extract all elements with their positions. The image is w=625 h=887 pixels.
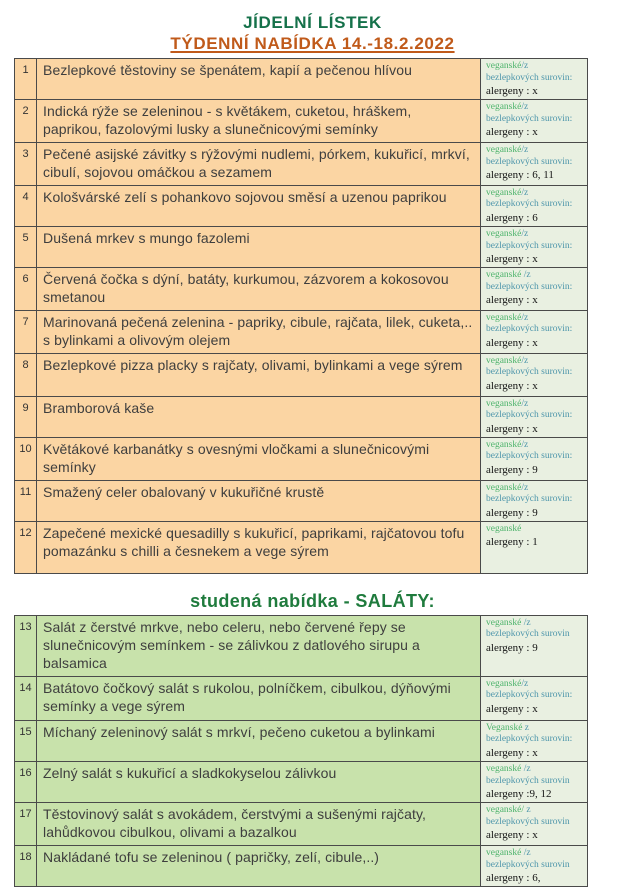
vegan-label: veganské (486, 144, 522, 155)
menu-row (15, 677, 587, 721)
diet-info-cell (481, 143, 587, 185)
diet-labels (486, 399, 583, 422)
allergens-label: alergeny : x (486, 294, 538, 307)
dish-number: 12 (15, 522, 37, 573)
vegan-label: veganské (486, 312, 522, 323)
dish-number: 16 (15, 762, 37, 802)
menu-row (15, 186, 587, 227)
diet-info-cell (481, 803, 587, 845)
allergens-label: alergeny : 6 (486, 211, 538, 224)
dish-number: 17 (15, 803, 37, 845)
menu-row (15, 397, 587, 438)
diet-info-cell (481, 438, 587, 480)
menu-row (15, 762, 587, 803)
vegan-label: veganské (486, 482, 522, 493)
diet-info-cell (481, 268, 587, 310)
dish-description: Batátovo čočkový salát s rukolou, polníčkem, cibulkou, dýňovými semínky a vege sýrem (37, 677, 481, 720)
allergens-label: alergeny : 6, (486, 872, 541, 885)
allergens-label: alergeny :9, 12 (486, 788, 552, 801)
diet-labels (486, 356, 583, 379)
dish-number: 4 (15, 186, 37, 226)
allergens-label: alergeny : 1 (486, 536, 538, 549)
diet-info-cell (481, 397, 587, 437)
dish-description: Zelný salát s kukuřicí a sladkokyselou zálivkou (37, 762, 481, 802)
diet-labels (486, 805, 583, 828)
allergens-label: alergeny : 9 (486, 464, 538, 477)
allergens-label: alergeny : x (486, 126, 538, 139)
vegan-label: veganské (486, 764, 524, 774)
glutenfree-label: /z bezlepkových surovin: (486, 270, 573, 292)
dish-description: Bezlepkové pizza placky s rajčaty, olivami, bylinkami a vege sýrem (37, 354, 481, 396)
diet-info-cell (481, 846, 587, 886)
dish-number: 9 (15, 397, 37, 437)
dish-description: Indická rýže se zeleninou - s květákem, cuketou, hráškem, paprikou, fazolovými lusky a slunečnicovými semínky (37, 100, 481, 142)
glutenfree-label: /z bezlepkových surovin: (486, 439, 573, 462)
menu-row (15, 227, 587, 268)
menu-row (15, 59, 587, 100)
dish-number: 6 (15, 268, 37, 310)
vegan-label: veganské (486, 61, 522, 71)
vegan-label: veganské (486, 228, 522, 239)
allergens-label: alergeny : x (486, 703, 538, 715)
dish-number: 11 (15, 481, 37, 521)
diet-info-cell (481, 186, 587, 226)
menu-row (15, 522, 587, 573)
dish-number: 1 (15, 59, 37, 99)
diet-labels (486, 145, 583, 168)
dish-description: Pečené asijské závitky s rýžovými nudlemi, pórkem, kukuřicí, mrkví, cibulí, sojovou omáčkou a sezamem (37, 143, 481, 185)
dish-number: 5 (15, 227, 37, 267)
diet-info-cell (481, 721, 587, 761)
diet-info-cell (481, 354, 587, 396)
glutenfree-label: /z bezlepkových surovin: (486, 398, 573, 421)
diet-info-cell (481, 481, 587, 521)
diet-labels (486, 618, 583, 641)
allergens-label: alergeny : x (486, 829, 538, 842)
salads-table (14, 615, 588, 887)
menu-row (15, 481, 587, 522)
allergens-label: alergeny : x (486, 85, 538, 98)
allergens-label: alergeny : 6, 11 (486, 169, 554, 182)
diet-labels (486, 524, 583, 536)
dish-number: 7 (15, 311, 37, 353)
diet-labels (486, 188, 583, 211)
diet-info-cell (481, 522, 587, 573)
diet-info-cell (481, 311, 587, 353)
dish-description: Smažený celer obalovaný v kukuřičné krustě (37, 481, 481, 521)
dish-number: 15 (15, 721, 37, 761)
diet-labels (486, 848, 583, 871)
dish-description: Míchaný zeleninový salát s mrkví, pečeno cuketou a bylinkami (37, 721, 481, 761)
dish-number: 8 (15, 354, 37, 396)
dish-number: 14 (15, 677, 37, 720)
diet-labels (486, 483, 583, 506)
diet-labels (486, 764, 583, 787)
dish-description: Kološvárské zelí s pohankovo sojovou směsí a uzenou paprikou (37, 186, 481, 226)
vegan-label: veganské (486, 847, 524, 858)
diet-labels (486, 679, 583, 702)
diet-labels (486, 723, 583, 746)
menu-row (15, 846, 587, 886)
dish-number: 2 (15, 100, 37, 142)
dish-description: Salát z čerstvé mrkve, nebo celeru, nebo červené řepy se slunečnicovým semínkem - se zálivkou z datlového sirupu a balsamica (37, 616, 481, 676)
diet-info-cell (481, 677, 587, 720)
menu-row (15, 803, 587, 846)
diet-labels (486, 102, 583, 125)
page-header (0, 0, 625, 54)
diet-info-cell (481, 762, 587, 802)
allergens-label: alergeny : x (486, 747, 538, 759)
diet-info-cell (481, 616, 587, 676)
vegan-label: veganské (486, 439, 522, 450)
diet-labels (486, 229, 583, 252)
diet-labels (486, 270, 583, 293)
menu-row (15, 100, 587, 143)
menu-row (15, 438, 587, 481)
allergens-label: alergeny : x (486, 379, 538, 392)
dish-number: 3 (15, 143, 37, 185)
dish-description: Bezlepkové těstoviny se špenátem, kapií a pečenou hlívou (37, 59, 481, 99)
vegan-label: veganské (486, 678, 522, 689)
glutenfree-label: /z bezlepkových surovin (486, 847, 570, 870)
vegan-label: veganské/ (486, 805, 527, 816)
vegan-label: veganské (486, 617, 524, 628)
glutenfree-label: /z bezlepkových surovin: (486, 144, 573, 167)
dish-description: Nakládané tofu se zeleninou ( papričky, zelí, cibule,..) (37, 846, 481, 886)
glutenfree-label: /z bezlepkových surovin: (486, 61, 573, 83)
dish-number: 10 (15, 438, 37, 480)
dish-number: 18 (15, 846, 37, 886)
diet-labels (486, 313, 583, 336)
allergens-label: alergeny : x (486, 337, 538, 350)
glutenfree-label: /z bezlepkových surovin: (486, 187, 573, 210)
allergens-label: alergeny : 9 (486, 642, 538, 654)
vegan-label: veganské (486, 102, 522, 113)
vegan-label: veganské (486, 187, 522, 198)
allergens-label: alergeny : x (486, 422, 538, 435)
page-title: JÍDELNÍ LÍSTEK (243, 13, 382, 32)
vegan-label: veganské (486, 270, 524, 281)
glutenfree-label: /z bezlepkových surovin: (486, 312, 573, 335)
menu-row (15, 616, 587, 677)
menu-row (15, 354, 587, 397)
menu-row (15, 268, 587, 311)
dish-number: 13 (15, 616, 37, 676)
vegan-label: veganské (486, 355, 522, 366)
glutenfree-label: /z bezlepkových surovin (486, 617, 570, 640)
menu-row (15, 721, 587, 762)
dish-description: Marinovaná pečená zelenina - papriky, cibule, rajčata, lilek, cuketa,.. s bylinkami a olivovým olejem (37, 311, 481, 353)
dish-description: Dušená mrkev s mungo fazolemi (37, 227, 481, 267)
dish-description: Červená čočka s dýní, batáty, kurkumou, zázvorem a kokosovou smetanou (37, 268, 481, 310)
dish-description: Květákové karbanátky s ovesnými vločkami a slunečnicovými semínky (37, 438, 481, 480)
dish-description: Těstovinový salát s avokádem, čerstvými a sušenými rajčaty, lahůdkovou cibulkou, olivami a bazalkou (37, 803, 481, 845)
diet-info-cell (481, 100, 587, 142)
dish-description: Bramborová kaše (37, 397, 481, 437)
diet-info-cell (481, 227, 587, 267)
glutenfree-label: /z bezlepkových surovin (486, 764, 570, 786)
glutenfree-label: z bezlepkových surovin (486, 805, 570, 827)
allergens-label: alergeny : x (486, 253, 538, 266)
dish-description: Zapečené mexické quesadilly s kukuřicí, paprikami, rajčatovou tofu pomazánku s chilli a česnekem a vege sýrem (37, 522, 481, 573)
allergens-label: alergeny : 9 (486, 506, 538, 519)
glutenfree-label: /z bezlepkových surovin: (486, 228, 573, 251)
menu-row (15, 311, 587, 354)
page-subtitle: TÝDENNÍ NABÍDKA 14.-18.2.2022 (170, 34, 455, 53)
salads-section-title: studená nabídka - SALÁTY: (190, 590, 435, 611)
glutenfree-label: z bezlepkových surovin: (486, 722, 573, 745)
diet-labels (486, 61, 583, 84)
glutenfree-label: /z bezlepkových surovin: (486, 482, 573, 505)
hot-dishes-table (14, 58, 588, 574)
glutenfree-label: /z bezlepkových surovin: (486, 678, 573, 701)
menu-row (15, 143, 587, 186)
diet-info-cell (481, 59, 587, 99)
vegan-label: Veganské (486, 722, 525, 733)
diet-labels (486, 440, 583, 463)
vegan-label: veganské (486, 523, 522, 534)
glutenfree-label: /z bezlepkových surovin: (486, 355, 573, 378)
vegan-label: veganské (486, 398, 522, 409)
glutenfree-label: /z bezlepkových surovin: (486, 102, 573, 124)
